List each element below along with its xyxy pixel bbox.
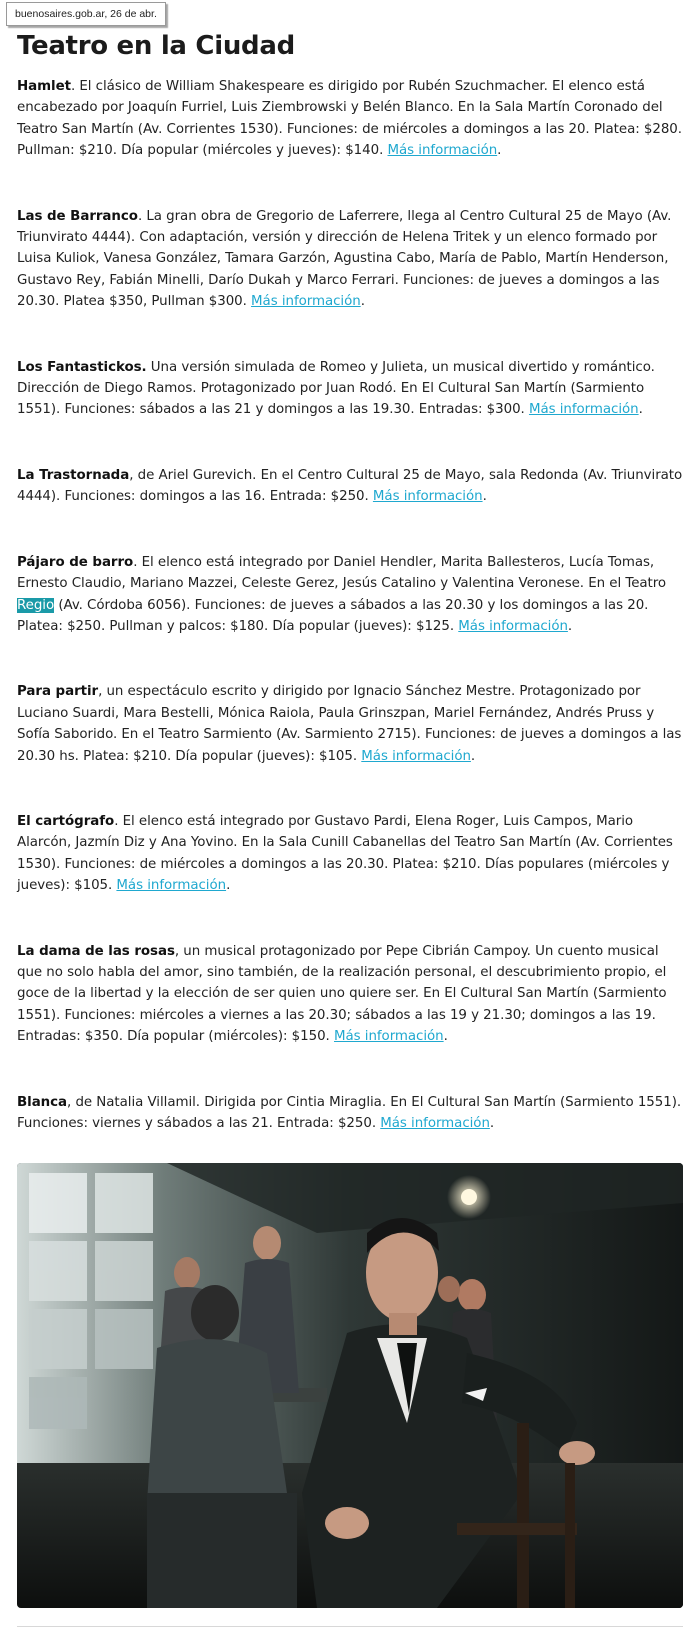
entry-body: El clásico de William Shakespeare es dirigido por Rubén Szuchmacher. El elenco está encabezado por Joaquín Furriel, Luis Ziembrowski y Belén Blanco. En la Sala Martín Coronado del Teatro San Martín (Av. Corrientes 1530). Funciones: de miércoles a domingos a las 20. Platea: $280. Pullman: $210. Día popular (miércoles y jueves): $140. [17, 79, 682, 159]
article-body [17, 76, 687, 1178]
entry-hamlet: Hamlet. El clásico de William Shakespeare es dirigido por Rubén Szuchmacher. El elenco está encabezado por Joaquín Furriel, Luis Ziembrowski y Belén Blanco. En la Sala Martín Coronado del Teatro San Martín (Av. Corrientes 1530). Funciones: de miércoles a domingos a las 20. Platea: $280. Pullman: $210. Día popular (miércoles y jueves): $140. Más información. [17, 79, 682, 159]
entry-body: El elenco está integrado por Gustavo Pardi, Elena Roger, Luis Campos, Mario Alarcón, Jazmín Diz y Ana Yovino. En la Sala Cunill Cabanellas del Teatro San Martín (Av. Corrientes 1530). Funciones: de miércoles a domingos a las 20.30. Platea: $210. Días populares (miércoles y jueves): $105. [17, 813, 673, 894]
entry-separator: . [137, 208, 143, 224]
lamp-bulb [461, 1189, 477, 1205]
entry-name: Hamlet [17, 79, 71, 94]
entry-body: , de Natalia Villamil. Dirigida por Cintia Miraglia. En El Cultural San Martín (Sarmiento 1551). Funciones: viernes y sábados a las 21. Entrada: $250. [17, 1094, 682, 1131]
entry-la-dama-de-las-rosas: La dama de las rosas, un musical protagonizado por Pepe Cibrián Campoy. Un cuento musical que no solo habla del amor, sino también, de la realización personal, el descubrimiento propio, el goce de la libertad y la elección de ser quien uno quiere ser. En El Cultural San Martín (Sarmiento 1551). Funciones: miércoles a viernes a las 20.30; sábados a las 19 y 21.30; domingos a las 19. Entradas: $350. Día popular (miércoles): $150. Más información. [17, 943, 667, 1045]
entry-name: Blanca [17, 1094, 68, 1110]
entry-body: , un musical protagonizado por Pepe Cibrián Campoy. Un cuento musical que no solo habla del amor, sino también, de la realización personal, el descubrimiento propio, el goce de la libertad y la elección de ser quien uno quiere ser. En El Cultural San Martín (Sarmiento 1551). Funciones: miércoles a viernes a las 20.30; sábados a las 19 y 21.30; domingos a las 19. Entradas: $350. Día popular (miércoles): $150. [17, 943, 667, 1045]
more-info-link[interactable]: Más información [361, 748, 471, 764]
entry-name: Pájaro de barro [17, 554, 134, 570]
entry-los-fantastickos: Los Fantastickos. Una versión simulada de Romeo y Julieta, un musical divertido y romántico. Dirección de Diego Ramos. Protagonizado por Juan Rodó. En El Cultural San Martín (Sarmiento 1551). Funciones: sábados a las 21 y domingos a las 19.30. Entradas: $300. Más información. [17, 359, 655, 418]
entry-name: La Trastornada [17, 467, 130, 483]
entry-la-trastornada: La Trastornada, de Ariel Gurevich. En el Centro Cultural 25 de Mayo, sala Redonda (Av. Triunvirato 4444). Funciones: domingos a las 16. Entrada: $250. Más información. [17, 467, 683, 505]
entry-body: Una versión simulada de Romeo y Julieta, un musical divertido y romántico. Dirección de Diego Ramos. Protagonizado por Juan Rodó. En El Cultural San Martín (Sarmiento 1551). Funciones: sábados a las 21 y domingos a las 19.30. Entradas: $300. [17, 359, 655, 418]
more-info-link[interactable]: Más información [116, 878, 227, 894]
entry-name: La dama de las rosas [17, 943, 175, 959]
entry-el-cartografo: El cartógrafo. El elenco está integrado por Gustavo Pardi, Elena Roger, Luis Campos, Mario Alarcón, Jazmín Diz y Ana Yovino. En la Sala Cunill Cabanellas del Teatro San Martín (Av. Corrientes 1530). Funciones: de miércoles a domingos a las 20.30. Platea: $210. Días populares (miércoles y jueves): $105. Más información. [17, 813, 673, 894]
source-tag: buenosaires.gob.ar, 26 de abr. [6, 2, 166, 26]
entry-name: Para partir [17, 684, 99, 700]
more-info-link[interactable]: Más información [380, 1116, 490, 1131]
more-info-link[interactable]: Más información [528, 402, 639, 418]
bottom-divider [17, 1626, 683, 1627]
entry-separator: . [70, 79, 76, 94]
page-title: Teatro en la Ciudad [17, 31, 295, 61]
entry-body: , de Ariel Gurevich. En el Centro Cultural 25 de Mayo, sala Redonda (Av. Triunvirato 4444). Funciones: domingos a las 16. Entrada: $250. [17, 467, 683, 505]
text-selection-highlight[interactable]: Regio [17, 597, 55, 613]
entry-body: La gran obra de Gregorio de Laferrere, llega al Centro Cultural 25 de Mayo (Av. Triunvirato 4444). Con adaptación, versión y dirección de Helena Tritek y un elenco formado por Luisa Kuliok, Vanesa González, Tamara Garzón, Agustina Cabo, María de Pablo, Martín Henderson, Gustavo Rey, Fabián Minelli, Darío Dukah y Marco Ferrari. Funciones: de jueves a domingos a las 20.30. Platea $350, Pullman $300. [17, 208, 672, 310]
entry-las-de-barranco: Las de Barranco. La gran obra de Gregorio de Laferrere, llega al Centro Cultural 25 de Mayo (Av. Triunvirato 4444). Con adaptación, versión y dirección de Helena Tritek y un elenco formado por Luisa Kuliok, Vanesa González, Tamara Garzón, Agustina Cabo, María de Pablo, Martín Henderson, Gustavo Rey, Fabián Minelli, Darío Dukah y Marco Ferrari. Funciones: de jueves a domingos a las 20.30. Platea $350, Pullman $300. Más información. [17, 208, 672, 310]
entry-name: Las de Barranco [17, 208, 138, 224]
more-info-link[interactable]: Más información [387, 143, 498, 159]
more-info-link[interactable]: Más información [251, 294, 361, 310]
entry-separator: . [114, 813, 119, 829]
theatre-scene-illustration [17, 1163, 683, 1608]
more-info-link[interactable]: Más información [333, 1029, 444, 1045]
entry-body: , un espectáculo escrito y dirigido por Ignacio Sánchez Mestre. Protagonizado por Luciano Suardi, Mara Bestelli, Mónica Raiola, Paula Grinszpan, Mariel Fernández, Andrés Pruss y Sofía Saborido. En el Teatro Sarmiento (Av. Sarmiento 2715). Funciones: de jueves a domingos a las 20.30 hs. Platea: $210. Día popular (jueves): $105. [17, 684, 682, 764]
entry-pajaro-de-barro: Pájaro de barro. El elenco está integrado por Daniel Hendler, Marita Ballesteros, Lucía Tomas, Ernesto Claudio, Mariano Mazzei, Celeste Gerez, Jesús Catalino y Valentina Veronese. En el Teatro Regio (Av. Córdoba 6056). Funciones: de jueves a sábados a las 20.30 y los domingos a las 20. Platea: $250. Pullman y palcos: $180. Día popular (jueves): $125. Más información. [17, 554, 667, 634]
entry-blanca: Blanca, de Natalia Villamil. Dirigida por Cintia Miraglia. En El Cultural San Martín (Sarmiento 1551). Funciones: viernes y sábados a las 21. Entrada: $250. Más información. [17, 1094, 682, 1131]
entry-name: El cartógrafo [17, 813, 115, 829]
entry-body: (Av. Córdoba 6056). Funciones: de jueves a sábados a las 20.30 y los domingos a las 20. Platea: $250. Pullman y palcos: $180. Día popular (jueves): $125. [17, 597, 649, 634]
more-info-link[interactable]: Más información [372, 489, 483, 505]
more-info-link[interactable]: Más información [458, 618, 568, 634]
entry-name: Los Fantastickos. [17, 359, 147, 375]
entry-body: El elenco está integrado por Daniel Hendler, Marita Ballesteros, Lucía Tomas, Ernesto Claudio, Mariano Mazzei, Celeste Gerez, Jesús Catalino y Valentina Veronese. En el Teatro [17, 554, 667, 592]
entry-separator: . [133, 554, 138, 570]
theatre-scene-photo [17, 1163, 683, 1608]
entry-para-partir: Para partir, un espectáculo escrito y dirigido por Ignacio Sánchez Mestre. Protagonizado por Luciano Suardi, Mara Bestelli, Mónica Raiola, Paula Grinszpan, Mariel Fernández, Andrés Pruss y Sofía Saborido. En el Teatro Sarmiento (Av. Sarmiento 2715). Funciones: de jueves a domingos a las 20.30 hs. Platea: $210. Día popular (jueves): $105. Más información. [17, 684, 682, 764]
